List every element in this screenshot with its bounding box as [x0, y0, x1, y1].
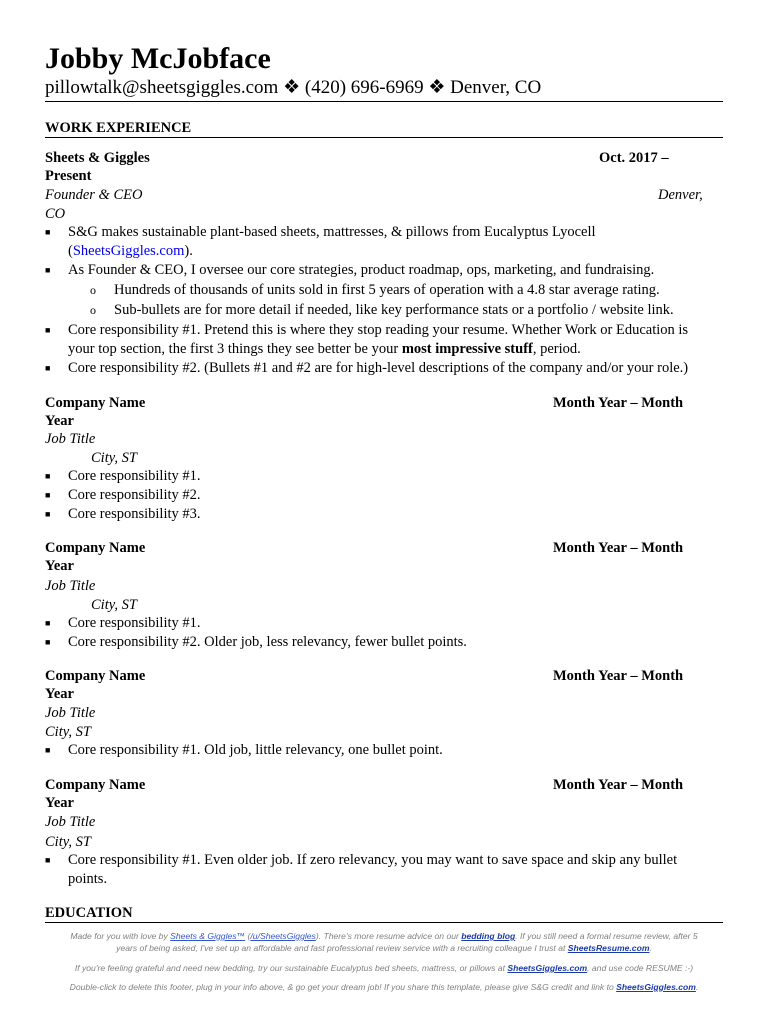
section-divider-work — [45, 137, 723, 138]
job-dates-continued: Year — [45, 558, 74, 574]
job-company: Company Name — [45, 777, 146, 793]
job-dates-continued: Year — [45, 795, 74, 811]
footer-link[interactable]: bedding blog — [461, 931, 516, 941]
job-dates: Month Year – Month — [553, 668, 684, 684]
job-dates: Month Year – Month — [553, 395, 684, 411]
job-company: Company Name — [45, 395, 146, 411]
bullet-circle-icon: o — [90, 303, 96, 317]
job-dates: Month Year – Month — [553, 777, 684, 793]
job-dates-continued: Present — [45, 168, 92, 184]
footer-note: Made for you with love by Sheets & Giggles™ (/u/SheetsGiggles). There's more resume advice on our bedding blog. If you still need a formal resume review, after 5 — [70, 931, 698, 941]
job-dates-continued: Year — [45, 413, 74, 429]
emphasis-text: most impressive stuff — [401, 341, 533, 357]
section-title-work: WORK EXPERIENCE — [45, 120, 192, 136]
separator-icon: ❖ — [278, 77, 305, 98]
bullet-square-icon: ■ — [45, 471, 51, 481]
footer-note: Double-click to delete this footer, plug in your info above, & go get your dream job! If you share this template, please give S&G credit and link to SheetsGiggles.com. — [69, 982, 699, 992]
bullet-circle-icon: o — [90, 283, 96, 297]
footer-link[interactable]: SheetsResume.com — [567, 943, 650, 953]
section-title-education: EDUCATION — [45, 905, 133, 921]
bullet-square-icon: ■ — [45, 637, 51, 647]
job-company: Company Name — [45, 668, 146, 684]
separator-icon: ❖ — [423, 77, 451, 98]
bullet-square-icon: ■ — [45, 363, 51, 373]
job-title: Job Title — [45, 705, 96, 721]
footer-link[interactable]: SheetsGiggles.com — [616, 982, 696, 992]
bullet-square-icon: ■ — [45, 855, 51, 865]
website-link[interactable]: SheetsGiggles.com — [72, 243, 185, 259]
job-title: Job Title — [45, 578, 96, 594]
candidate-name: Jobby McJobface — [45, 42, 271, 75]
job-title: Job Title — [45, 814, 96, 830]
job-city: City, ST — [91, 597, 137, 613]
job-city: City, ST — [91, 450, 137, 466]
footer-note: years of being asked, I've set up an affordable and fast professional review service with a recruiting colleague I trust at SheetsResume.com. — [116, 943, 652, 953]
footer-link[interactable]: SheetsGiggles.com — [507, 963, 588, 973]
footer-note: If you're feeling grateful and need new bedding, try our sustainable Eucalyptus bed sheets, mattress, or pillows at SheetsGiggles.com, and use code RESUME :-) — [74, 963, 694, 973]
footer-link[interactable]: /u/SheetsGiggles — [250, 931, 316, 941]
contact-location: Denver, CO — [450, 77, 542, 98]
header-divider — [45, 101, 723, 102]
bullet-square-icon: ■ — [45, 509, 51, 519]
bullet-square-icon: ■ — [45, 265, 51, 275]
bullet-square-icon: ■ — [45, 325, 51, 335]
job-title: Job Title — [45, 431, 96, 447]
contact-phone: (420) 696-6969 — [304, 77, 424, 98]
job-title: Founder & CEO — [45, 187, 143, 203]
bullet-square-icon: ■ — [45, 745, 51, 755]
bullet-square-icon: ■ — [45, 227, 51, 237]
job-city: Denver, — [658, 187, 703, 203]
footer-link[interactable]: Sheets & Giggles™ — [170, 931, 246, 941]
job-company: Sheets & Giggles — [45, 150, 150, 166]
bullet-square-icon: ■ — [45, 490, 51, 500]
job-city: City, ST — [45, 724, 91, 740]
job-company: Company Name — [45, 540, 146, 556]
contact-line — [45, 76, 541, 100]
job-dates: Month Year – Month — [553, 540, 684, 556]
job-dates-continued: Year — [45, 686, 74, 702]
job-city: City, ST — [45, 834, 91, 850]
bullet-square-icon: ■ — [45, 618, 51, 628]
job-dates: Oct. 2017 – — [599, 150, 669, 166]
contact-email[interactable]: pillowtalk@sheetsgiggles.com — [45, 77, 279, 98]
job-city-continued: CO — [45, 206, 66, 222]
section-divider-education — [45, 922, 723, 923]
